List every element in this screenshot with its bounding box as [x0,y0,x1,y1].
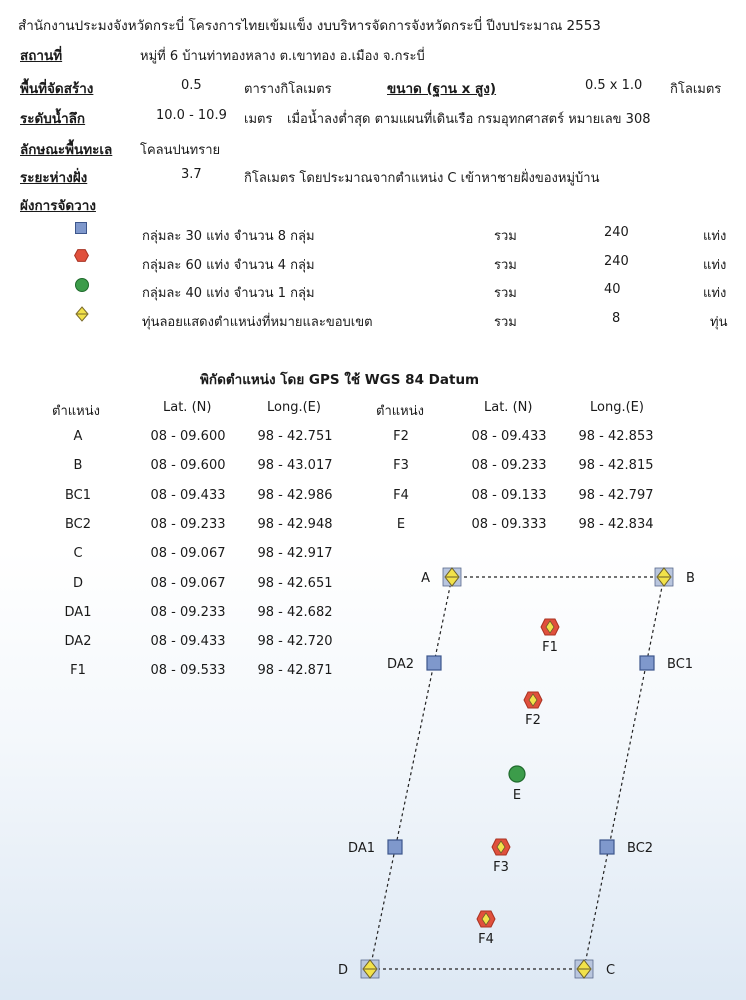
marker-f3 [492,839,510,875]
distance-label: ระยะห่างฝั่ง [20,170,88,186]
buoy-icon [655,568,673,586]
table-cell-row-lat: 08 - 09.333 [471,516,547,532]
distance-value: 3.7 [181,167,202,182]
marker-label: A [421,571,430,586]
table-cell-row-position: F3 [393,458,409,474]
table-cell-row-lat: 08 - 09.067 [150,575,226,591]
marker-da2 [387,656,441,672]
layout-diagram [330,555,700,995]
marker-label: F2 [525,713,541,728]
marker-label: F3 [493,860,509,875]
blue-square-icon [427,656,441,670]
marker-c [575,960,615,978]
table-cell-row-long: 98 - 43.017 [257,458,333,474]
table-cell-row-lat: 08 - 09.233 [150,516,226,532]
table-cell-row-position: E [396,516,406,532]
table-cell-row-long: 98 - 42.853 [578,429,654,444]
legend-total: 240 [604,225,629,240]
depth-label: ระดับน้ำลึก [20,111,86,127]
red-hexagon-icon [541,619,559,635]
table-cell-row-position: DA1 [64,604,92,620]
table-cell-row-lat: 08 - 09.233 [150,604,226,620]
depth-value: 10.0 - 10.9 [156,108,227,123]
legend-desc: กลุ่มละ 30 แท่ง จำนวน 8 กลุ่ม [142,229,315,244]
red-hexagon-icon [492,839,510,855]
red-hexagon-icon [477,911,495,927]
table-cell-row-long: 98 - 42.948 [257,516,333,532]
depth-unit: เมตร [244,112,273,127]
marker-label: F4 [478,932,494,947]
blue-square-icon [388,840,402,854]
table-cell-row-lat: 08 - 09.533 [150,663,226,679]
table-cell-row-position: DA2 [64,634,92,650]
table-cell-row-long: 98 - 42.871 [257,663,333,679]
table-cell-row-lat: 08 - 09.433 [150,634,226,650]
legend-unit: แท่ง [703,229,727,244]
marker-label: DA1 [348,841,375,856]
legend-total-label: รวม [494,315,517,330]
gps-table-title: พิกัดตำแหน่ง โดย GPS ใช้ WGS 84 Datum [200,372,480,388]
marker-a [421,568,461,586]
col-header-position: ตำแหน่ง [52,404,100,419]
size-value: 0.5 x 1.0 [585,78,643,93]
marker-b [655,568,695,586]
table-cell-row-position: BC2 [64,516,92,532]
table-cell-row-position: F2 [393,429,409,444]
blue-square-icon [75,222,87,234]
depth-note: เมื่อน้ำลงต่ำสุด ตามแผนที่เดินเรือ กรมอุทกศาสตร์ หมายเลข 308 [287,112,651,127]
marker-d [338,960,379,978]
table-cell-row-long: 98 - 42.986 [257,487,333,503]
col-header-lat: Lat. (N) [484,400,533,415]
table-cell-row-long: 98 - 42.651 [257,575,333,591]
table-cell-row-long: 98 - 42.917 [257,546,333,562]
table-cell-row-lat: 08 - 09.433 [150,487,226,503]
table-cell-row-position: F1 [70,663,86,679]
legend-desc: ทุ่นลอยแสดงตำแหน่งที่หมายและขอบเขต [142,315,373,330]
page-title: สำนักงานประมงจังหวัดกระบี่ โครงการไทยเข้มแข็ง งบบริหารจัดการจังหวัดกระบี่ ปีงบประมาณ 2553 [18,18,601,34]
distance-note: กิโลเมตร โดยประมาณจากตำแหน่ง C เข้าหาชายฝั่งของหมู่บ้าน [244,171,600,186]
table-cell-row-long: 98 - 42.720 [257,634,333,650]
marker-label: C [606,963,616,978]
marker-label: D [337,963,348,978]
table-cell-row-position: C [73,546,83,562]
table-cell-row-lat: 08 - 09.067 [150,546,226,562]
marker-bc1 [640,656,693,672]
marker-label: BC2 [627,841,654,856]
marker-f1 [541,619,559,655]
marker-label: F1 [542,640,558,655]
table-cell-row-position: A [73,429,83,444]
table-cell-row-lat: 08 - 09.133 [471,487,547,503]
seabed-label: ลักษณะพื้นทะเล [20,142,113,158]
col-header-position: ตำแหน่ง [376,404,424,419]
marker-label: DA2 [387,657,414,672]
legend-total-label: รวม [494,286,517,301]
table-cell-row-long: 98 - 42.815 [578,458,654,474]
buoy-icon [361,960,379,978]
marker-f4 [477,911,495,947]
area-value: 0.5 [181,78,202,93]
location-value: หมู่ที่ 6 บ้านท่าทองหลาง ต.เขาทอง อ.เมือง จ.กระบี่ [140,49,425,64]
legend-total-label: รวม [494,258,517,273]
blue-square-icon [640,656,654,670]
legend-desc: กลุ่มละ 40 แท่ง จำนวน 1 กลุ่ม [142,286,315,301]
table-cell-row-long: 98 - 42.751 [257,429,333,444]
layout-label: ผังการจัดวาง [20,198,96,214]
table-cell-row-long: 98 - 42.682 [257,604,333,620]
legend-total: 40 [604,282,621,297]
table-cell-row-position: B [73,458,83,474]
size-unit: กิโลเมตร [670,82,722,97]
legend-unit: ทุ่น [710,315,728,330]
buoy-icon [75,306,89,322]
legend-total: 240 [604,254,629,269]
legend-total-label: รวม [494,229,517,244]
table-cell-row-long: 98 - 42.797 [578,487,654,503]
legend-total: 8 [612,311,621,326]
table-cell-row-lat: 08 - 09.433 [471,429,547,444]
table-cell-row-position: F4 [393,487,409,503]
legend-desc: กลุ่มละ 60 แท่ง จำนวน 4 กลุ่ม [142,258,315,273]
green-circle-icon [75,278,89,292]
table-cell-row-long: 98 - 42.834 [578,516,654,532]
marker-bc2 [600,840,653,856]
table-cell-row-position: D [72,575,84,591]
table-cell-row-lat: 08 - 09.233 [471,458,547,474]
marker-label: E [512,788,522,803]
marker-label: B [686,571,695,586]
table-cell-row-lat: 08 - 09.600 [150,429,226,444]
buoy-icon [575,960,593,978]
legend-unit: แท่ง [703,286,727,301]
table-cell-row-lat: 08 - 09.600 [150,458,226,474]
legend-unit: แท่ง [703,258,727,273]
seabed-value: โคลนปนทราย [140,143,221,158]
marker-label: BC1 [667,657,694,672]
area-label: พื้นที่จัดสร้าง [20,81,94,97]
red-hexagon-icon [524,692,542,708]
size-label: ขนาด (ฐาน x สูง) [387,81,497,97]
marker-f2 [524,692,542,728]
marker-da1 [348,840,402,856]
buoy-icon [443,568,461,586]
location-label: สถานที่ [20,48,63,64]
green-circle-icon [509,766,525,782]
col-header-long: Long.(E) [267,400,321,415]
col-header-long: Long.(E) [590,400,644,415]
red-hexagon-icon [74,249,89,262]
area-unit: ตารางกิโลเมตร [244,82,332,97]
col-header-lat: Lat. (N) [163,400,212,415]
blue-square-icon [600,840,614,854]
marker-e [509,766,525,803]
table-cell-row-position: BC1 [64,487,92,503]
